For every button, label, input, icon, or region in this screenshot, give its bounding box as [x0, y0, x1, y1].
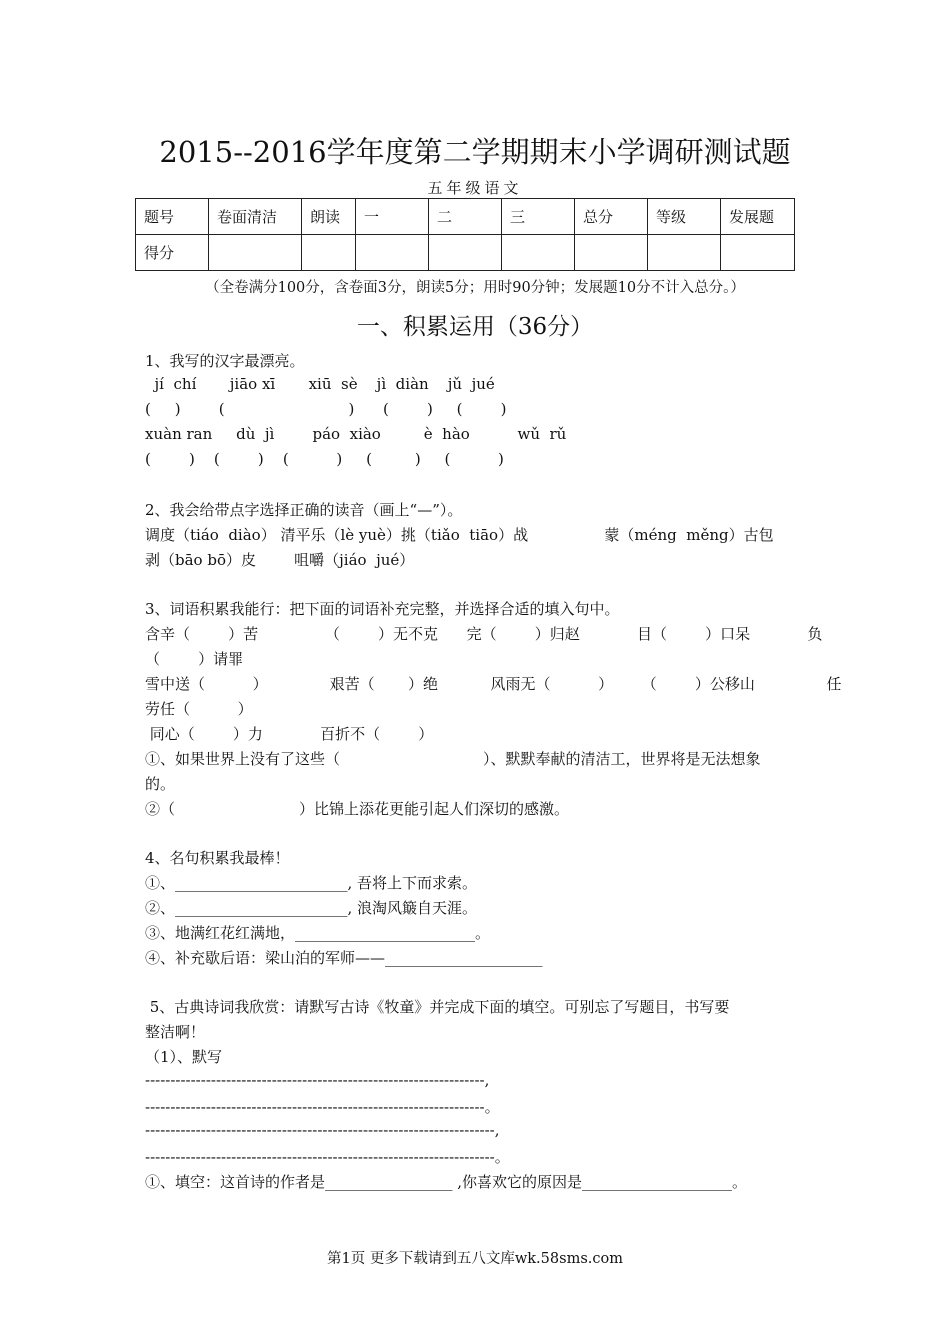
page-footer: 第1页 更多下载请到五八文库wk.58sms.com	[327, 1251, 623, 1267]
question-1-title: 1、我写的汉字最漂亮。	[145, 352, 305, 370]
question-3-line: （ ）请罪	[145, 650, 244, 668]
question-5-title: 5、古典诗词我欣赏：请默写古诗《牧童》并完成下面的填空。可别忘了写题目，书写要	[145, 998, 730, 1016]
table-cell: 等级	[648, 199, 721, 235]
table-cell: 三	[502, 199, 575, 235]
question-2-title: 2、我会给带点字选择正确的读音（画上“—”）。	[145, 501, 463, 519]
question-3-line: 同心（ ）力 百折不（ ）	[145, 725, 434, 743]
table-cell[interactable]	[429, 235, 502, 271]
question-3-line: 雪中送（ ） 艰苦（ ）绝 风雨无（ ） （ ）公移山 任	[145, 675, 842, 693]
table-cell: 题号	[136, 199, 209, 235]
pinyin-row: xuàn ran dù jì páo xiào è hào wǔ rǔ	[145, 425, 567, 443]
question-5-subtitle: （1）、默写	[145, 1048, 223, 1066]
table-cell[interactable]	[575, 235, 648, 271]
score-table	[135, 198, 795, 271]
exam-note: （全卷满分100分，含卷面3分，朗读5分；用时90分钟；发展题10分不计入总分。）	[205, 280, 745, 296]
table-row	[136, 199, 795, 235]
section-heading: 一、积累运用（36分）	[356, 314, 594, 340]
question-2-line: 剥（bāo bō）皮 咀嚼（jiáo jué）	[145, 551, 415, 569]
table-cell: 朗读	[302, 199, 356, 235]
writing-line[interactable]: ---------------------------------------------------------------------,	[145, 1121, 500, 1139]
question-3-line: 的。	[145, 775, 176, 793]
writing-line[interactable]: -------------------------------------------------------------------,	[145, 1071, 490, 1089]
writing-line[interactable]: -------------------------------------------------------------------。	[145, 1098, 500, 1116]
table-cell[interactable]	[721, 235, 795, 271]
question-5-fill[interactable]: ①、填空：这首诗的作者是_________________ ,你喜欢它的原因是____________________。	[145, 1173, 748, 1191]
table-cell: 二	[429, 199, 502, 235]
table-cell[interactable]	[356, 235, 429, 271]
writing-line[interactable]: ---------------------------------------------------------------------。	[145, 1148, 510, 1166]
question-3-title: 3、词语积累我能行：把下面的词语补充完整，并选择合适的填入句中。	[145, 600, 620, 618]
table-cell: 发展题	[721, 199, 795, 235]
blank-row[interactable]: ( ) ( ) ( ) ( )	[145, 400, 507, 418]
question-3-line: ①、如果世界上没有了这些（ ）、默默奉献的清洁工，世界将是无法想象	[145, 750, 761, 768]
question-4-line[interactable]: ②、_______________________, 浪淘风簸自天涯。	[145, 899, 478, 917]
table-cell: 一	[356, 199, 429, 235]
table-row	[136, 235, 795, 271]
table-cell: 卷面清洁	[209, 199, 302, 235]
table-cell: 总分	[575, 199, 648, 235]
question-3-line: 含辛（ ）苦 （ ）无不克 完（ ）归赵 目（ ）口呆 负	[145, 625, 823, 643]
pinyin-row: jí chí jiāo xī xiū sè jì diàn jǔ jué	[145, 375, 495, 393]
blank-row[interactable]: ( ) ( ) ( ) ( ) ( )	[145, 450, 504, 468]
question-3-line: ②（ ）比锦上添花更能引起人们深切的感激。	[145, 800, 569, 818]
question-3-line: 劳任（ ）	[145, 700, 253, 718]
page-subtitle: 五年级语文	[427, 179, 523, 197]
page-title: 2015--2016学年度第二学期期末小学调研测试题	[159, 135, 791, 169]
table-cell[interactable]	[209, 235, 302, 271]
table-cell[interactable]	[648, 235, 721, 271]
table-cell[interactable]	[502, 235, 575, 271]
question-4-line[interactable]: ①、_______________________, 吾将上下而求索。	[145, 874, 478, 892]
question-2-line: 调度（tiáo diào） 清平乐（lè yuè）挑（tiǎo tiāo）战 蒙（méng měng）古包	[145, 526, 774, 544]
question-5-title-cont: 整洁啊！	[145, 1023, 206, 1041]
table-cell: 得分	[136, 235, 209, 271]
table-cell[interactable]	[302, 235, 356, 271]
question-4-title: 4、名句积累我最棒！	[145, 849, 290, 867]
question-4-line[interactable]: ③、地满红花红满地，________________________。	[145, 924, 491, 942]
question-4-line[interactable]: ④、补充歇后语：梁山泊的军师——_____________________	[145, 949, 543, 967]
